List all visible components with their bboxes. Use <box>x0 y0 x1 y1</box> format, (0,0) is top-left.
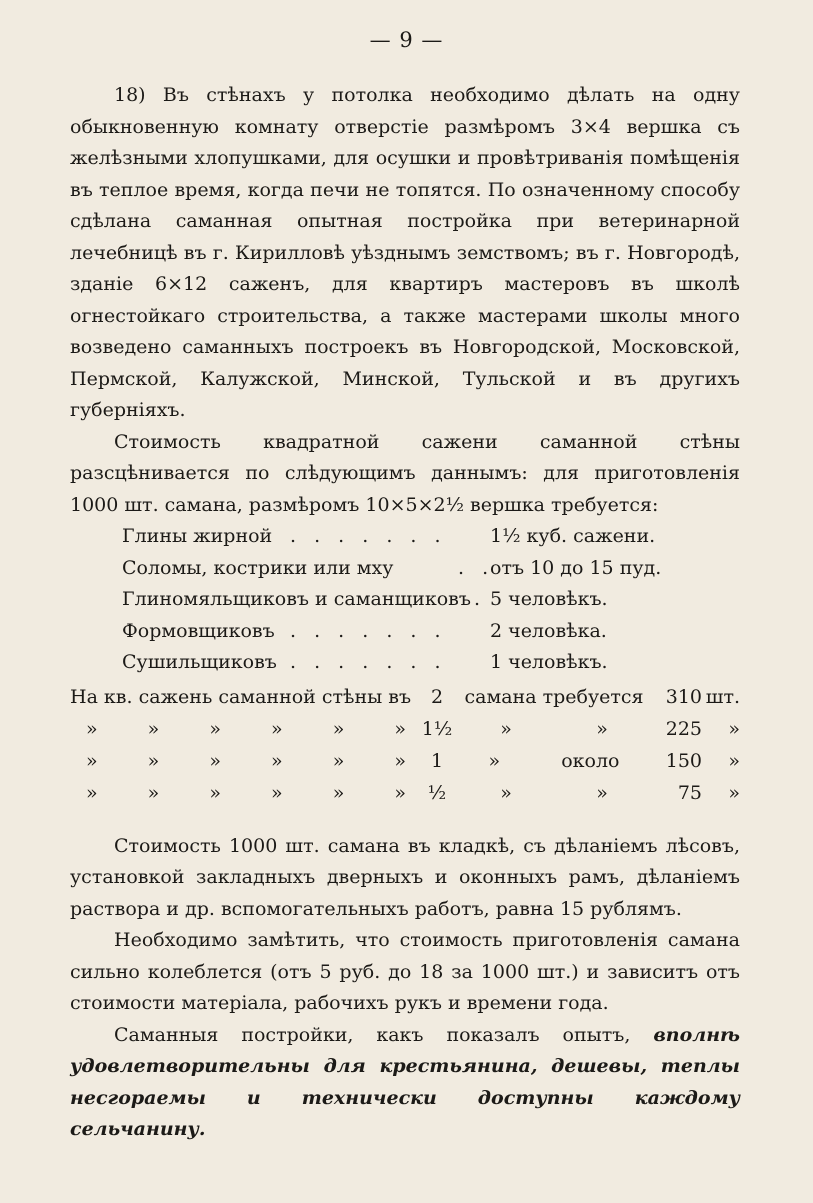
ditto-mark: » <box>728 749 740 772</box>
requirement-middle: » » <box>500 781 608 804</box>
requirement-value: 150 <box>665 749 702 772</box>
requirement-count: 2 <box>430 685 444 708</box>
requirement-value: 310 <box>665 685 702 708</box>
paragraph-laying-cost: Стоимость 1000 шт. самана въ кладкѣ, съ дѣланіемъ лѣсовъ, установкой закладныхъ дверныхъ и оконныхъ рамъ, дѣланіемъ раствора и др. вспомогательныхъ работъ, равна 15 рублямъ. <box>70 834 740 920</box>
material-quantity: отъ 10 до 15 пуд. <box>490 556 662 579</box>
material-name: Глиномяльщиковъ и саманщиковъ <box>122 588 471 610</box>
material-name: Глины жирной <box>122 525 273 547</box>
requirement-middle: » около <box>488 749 620 772</box>
ditto-marks: » » » » » » <box>86 749 406 772</box>
ditto-marks: » » » » » » <box>86 781 406 804</box>
material-name: Формовщиковъ <box>122 619 275 642</box>
material-row <box>122 584 740 616</box>
material-row <box>122 521 740 553</box>
page-body <box>70 80 740 1146</box>
ditto-marks: » » » » » » <box>86 717 406 740</box>
paragraph-cost-intro: Стоимость квадратной сажени саманной стѣны разсцѣнивается по слѣдующимъ даннымъ: для приготовленія 1000 шт. самана, размѣромъ 10×5×2½ вершка требуется: <box>70 430 740 516</box>
material-row <box>122 616 740 648</box>
materials-list <box>122 521 740 679</box>
material-row <box>122 647 740 679</box>
dot-leader: . . . . . . . <box>290 619 447 642</box>
dot-leader: . . . . . . . <box>290 525 447 547</box>
dot-leader: . <box>474 588 487 610</box>
paragraph-price-variation: Необходимо замѣтить, что стоимость приготовленія самана сильно колеблется (отъ 5 руб. до 18 за 1000 шт.) и зависитъ отъ стоимости матеріала, рабочихъ рукъ и времени года. <box>70 929 740 1014</box>
paragraph-conclusion <box>70 1020 740 1146</box>
sun-requirement-table <box>70 681 740 809</box>
ditto-mark: » <box>728 781 740 804</box>
dot-leader: . . <box>458 556 495 579</box>
material-quantity: 1 человѣкъ. <box>490 651 608 673</box>
requirement-value: 225 <box>665 717 702 740</box>
requirement-middle: самана требуется <box>464 685 644 708</box>
conclusion-lead: Саманныя постройки, какъ показалъ опытъ, <box>114 1023 631 1046</box>
ditto-mark: » <box>728 717 740 740</box>
material-quantity: 5 человѣкъ. <box>490 588 608 610</box>
requirement-count: 1 <box>430 749 444 772</box>
requirement-middle: » » <box>500 717 608 740</box>
requirement-count: 1½ <box>421 717 453 740</box>
requirement-unit: шт. <box>705 685 740 708</box>
requirement-row <box>70 777 740 809</box>
requirement-row <box>70 713 740 745</box>
page-number: — 9 — <box>369 28 444 52</box>
requirement-lead: На кв. сажень саманной стѣны въ <box>70 685 412 708</box>
dot-leader: . . . . . . . <box>290 651 447 673</box>
material-name: Соломы, кострики или мху <box>122 556 394 579</box>
requirement-value: 75 <box>677 781 702 804</box>
material-quantity: 2 человѣка. <box>490 619 607 642</box>
conclusion-emphasis: вполнѣ удовлетворительны для крестьянина, дешевы, теплы несгораемы и технически доступны каждому сельчанину. <box>70 1023 740 1140</box>
requirement-count: ½ <box>427 781 447 804</box>
material-quantity: 1½ куб. сажени. <box>490 525 656 547</box>
requirement-row <box>70 745 740 777</box>
material-name: Сушильщиковъ <box>122 651 277 673</box>
material-row <box>122 553 740 585</box>
paragraph-ventilation: 18) Въ стѣнахъ у потолка необходимо дѣлать на одну обыкновенную комнату отверстіе размѣромъ 3×4 вершка съ желѣзными хлопушками, для осушки и провѣтриванія помѣщенія въ теплое время, когда печи не топятся. По означенному способу сдѣлана саманная опытная постройка при ветеринарной лечебницѣ въ г. Кирилловѣ уѣзднымъ земствомъ; въ г. Новгородѣ, зданіе 6×12 саженъ, для квартиръ мастеровъ въ школѣ огнестойкаго строительства, а также мастерами школы много возведено саманныхъ построекъ въ Новгородской, Московской, Пермской, Калужской, Минской, Тульской и въ другихъ губерніяхъ. <box>70 84 740 421</box>
requirement-row <box>70 681 740 713</box>
